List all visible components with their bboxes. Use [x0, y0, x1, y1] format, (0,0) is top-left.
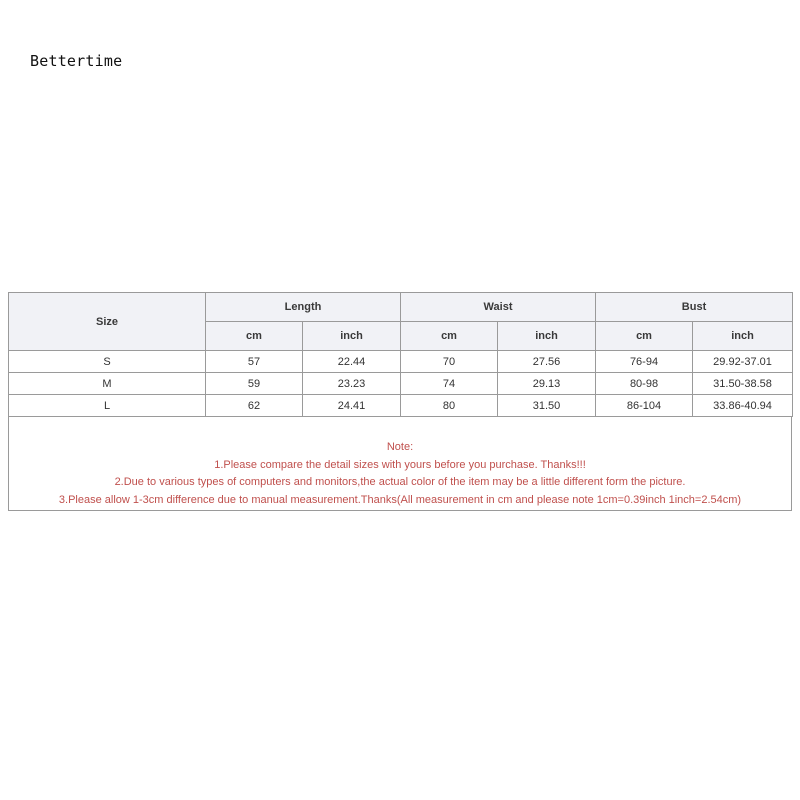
note-line: 2.Due to various types of computers and monitors,the actual color of the item may be a little different form the picture.: [114, 476, 686, 488]
size-cell: L: [9, 395, 206, 417]
table-cell: 76-94: [596, 351, 693, 373]
brand-name: Bettertime: [30, 52, 123, 70]
waist-inch-header: inch: [498, 322, 596, 351]
size-header: Size: [9, 293, 206, 351]
note-line: 1.Please compare the detail sizes with yours before you purchase. Thanks!!!: [214, 458, 586, 471]
table-cell: 33.86-40.94: [693, 395, 793, 417]
size-cell: M: [9, 373, 206, 395]
table-cell: 59: [206, 373, 303, 395]
bust-header: Bust: [596, 293, 793, 322]
size-table: [8, 292, 793, 417]
table-cell: 31.50: [498, 395, 596, 417]
table-cell: 31.50-38.58: [693, 373, 793, 395]
table-cell: 62: [206, 395, 303, 417]
size-cell: S: [9, 351, 206, 373]
table-cell: 80: [401, 395, 498, 417]
table-cell: 74: [401, 373, 498, 395]
bust-cm-header: cm: [596, 322, 693, 351]
table-cell: 57: [206, 351, 303, 373]
waist-header: Waist: [401, 293, 596, 322]
table-cell: 86-104: [596, 395, 693, 417]
table-cell: 27.56: [498, 351, 596, 373]
table-row: [9, 395, 793, 417]
table-cell: 70: [401, 351, 498, 373]
waist-cm-header: cm: [401, 322, 498, 351]
length-inch-header: inch: [303, 322, 401, 351]
length-header: Length: [206, 293, 401, 322]
note-line: 3.Please allow 1-3cm difference due to manual measurement.Thanks(All measurement in cm and please note 1cm=0.39inch 1inch=2.54cm): [58, 493, 742, 506]
table-row: [9, 351, 793, 373]
bust-inch-header: inch: [693, 322, 793, 351]
size-chart: [8, 292, 792, 511]
notes-box: [8, 417, 792, 511]
table-cell: 23.23: [303, 373, 401, 395]
length-cm-header: cm: [206, 322, 303, 351]
table-row: [9, 373, 793, 395]
table-cell: 29.92-37.01: [693, 351, 793, 373]
table-cell: 29.13: [498, 373, 596, 395]
note-title: Note:: [386, 441, 414, 453]
table-cell: 80-98: [596, 373, 693, 395]
table-cell: 22.44: [303, 351, 401, 373]
table-cell: 24.41: [303, 395, 401, 417]
